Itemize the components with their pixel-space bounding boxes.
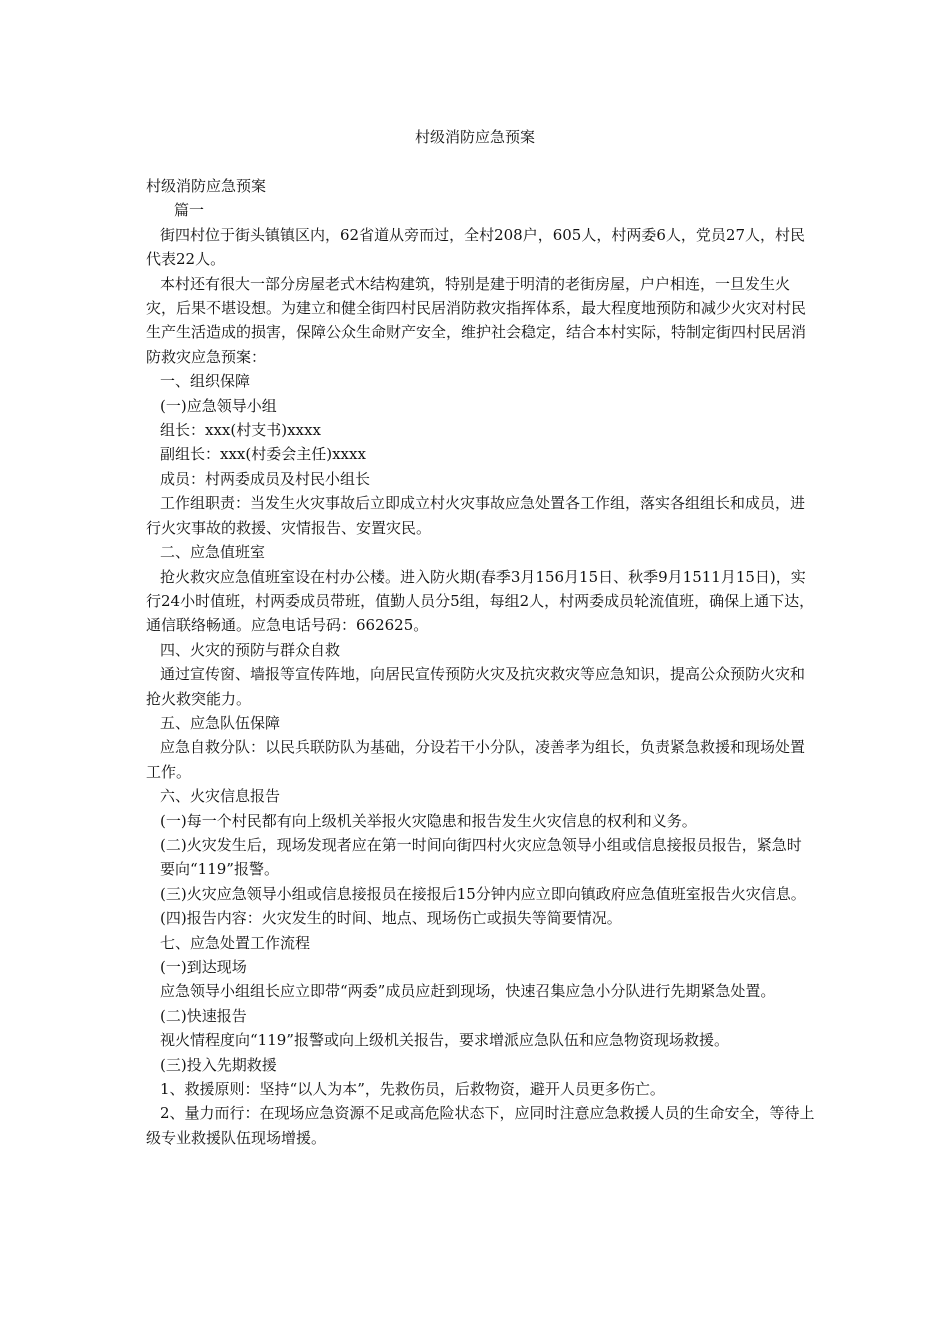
paragraph: (一)应急领导小组	[160, 396, 277, 415]
document-title: 村级消防应急预案	[414, 128, 535, 146]
paragraph: 六、火灾信息报告	[160, 787, 281, 806]
paragraph: 四、火灾的预防与群众自救	[160, 640, 341, 659]
paragraph: 1、救援原则：坚持“以人为本”，先救伤员，后救物资，避开人员更多伤亡。	[160, 1080, 665, 1099]
paragraph: 通过宣传窗、墙报等宣传阵地，向居民宣传预防火灾及抗灾救灾等应急知识，提高公众预防火灾和抢火救突能力。	[146, 665, 806, 708]
paragraph: 应急领导小组组长应立即带“两委”成员应赶到现场，快速召集应急小分队进行先期紧急处置。	[160, 982, 776, 1001]
paragraph: 组长：xxx(村支书)xxxx	[160, 421, 321, 440]
paragraph: 成员：村两委成员及村民小组长	[160, 469, 371, 488]
paragraph: (二)快速报告	[160, 1006, 247, 1025]
paragraph: (二)火灾发生后，现场发现者应在第一时间向街四村火灾应急领导小组或信息接报员报告，紧急时要向“119”报警。	[160, 835, 802, 879]
paragraph: 二、应急值班室	[160, 543, 266, 562]
paragraph: 街四村位于街头镇镇区内，62省道从旁而过，全村208户，605人，村两委6人，党员27人，村民代表22人。	[146, 225, 805, 269]
document-body	[146, 174, 816, 1150]
paragraph: (四)报告内容：火灾发生的时间、地点、现场伤亡或损失等简要情况。	[160, 909, 622, 928]
paragraph: (一)每一个村民都有向上级机关举报火灾隐患和报告发生火灾信息的权利和义务。	[160, 811, 697, 830]
paragraph: 2、量力而行：在现场应急资源不足或高危险状态下，应同时注意应急救援人员的生命安全，等待上级专业救援队伍现场增援。	[146, 1104, 815, 1147]
paragraph: 视火情程度向“119”报警或向上级机关报告，要求增派应急队伍和应急物资现场救援。	[160, 1031, 729, 1050]
paragraph: 篇一	[174, 201, 205, 220]
paragraph: 七、应急处置工作流程	[160, 933, 311, 952]
paragraph: 一、组织保障	[160, 372, 251, 391]
paragraph: 应急自救分队：以民兵联防队为基础，分设若干小分队，凌善孝为组长，负责紧急救援和现场处置工作。	[146, 738, 806, 781]
paragraph: 工作组职责：当发生火灾事故后立即成立村火灾事故应急处置各工作组，落实各组组长和成员，进行火灾事故的救援、灾情报告、安置灾民。	[146, 494, 806, 537]
paragraph: (三)投入先期救援	[160, 1055, 277, 1074]
paragraph: (一)到达现场	[160, 958, 247, 976]
paragraph: (三)火灾应急领导小组或信息接报员在接报后15分钟内应立即向镇政府应急值班室报告火灾信息。	[160, 884, 806, 903]
paragraph: 五、应急队伍保障	[160, 713, 281, 732]
paragraph: 本村还有很大一部分房屋老式木结构建筑，特别是建于明清的老街房屋，户户相连，一旦发生火灾，后果不堪设想。为建立和健全街四村民居消防救灾指挥体系，最大程度地预防和减少火灾对村民生产生活造成的损害，保障公众生命财产安全，维护社会稳定，结合本村实际，特制定街四村民居消防救灾应急预案：	[146, 274, 807, 366]
paragraph: 抢火救灾应急值班室设在村办公楼。进入防火期(春季3月156月15日、秋季9月1511月15日)，实行24小时值班，村两委成员带班，值勤人员分5组，每组2人，村两委成员轮流值班，确保上通下达，通信联络畅通。应急电话号码：662625。	[146, 567, 815, 635]
paragraph: 村级消防应急预案	[146, 177, 267, 195]
paragraph: 副组长：xxx(村委会主任)xxxx	[160, 445, 366, 464]
